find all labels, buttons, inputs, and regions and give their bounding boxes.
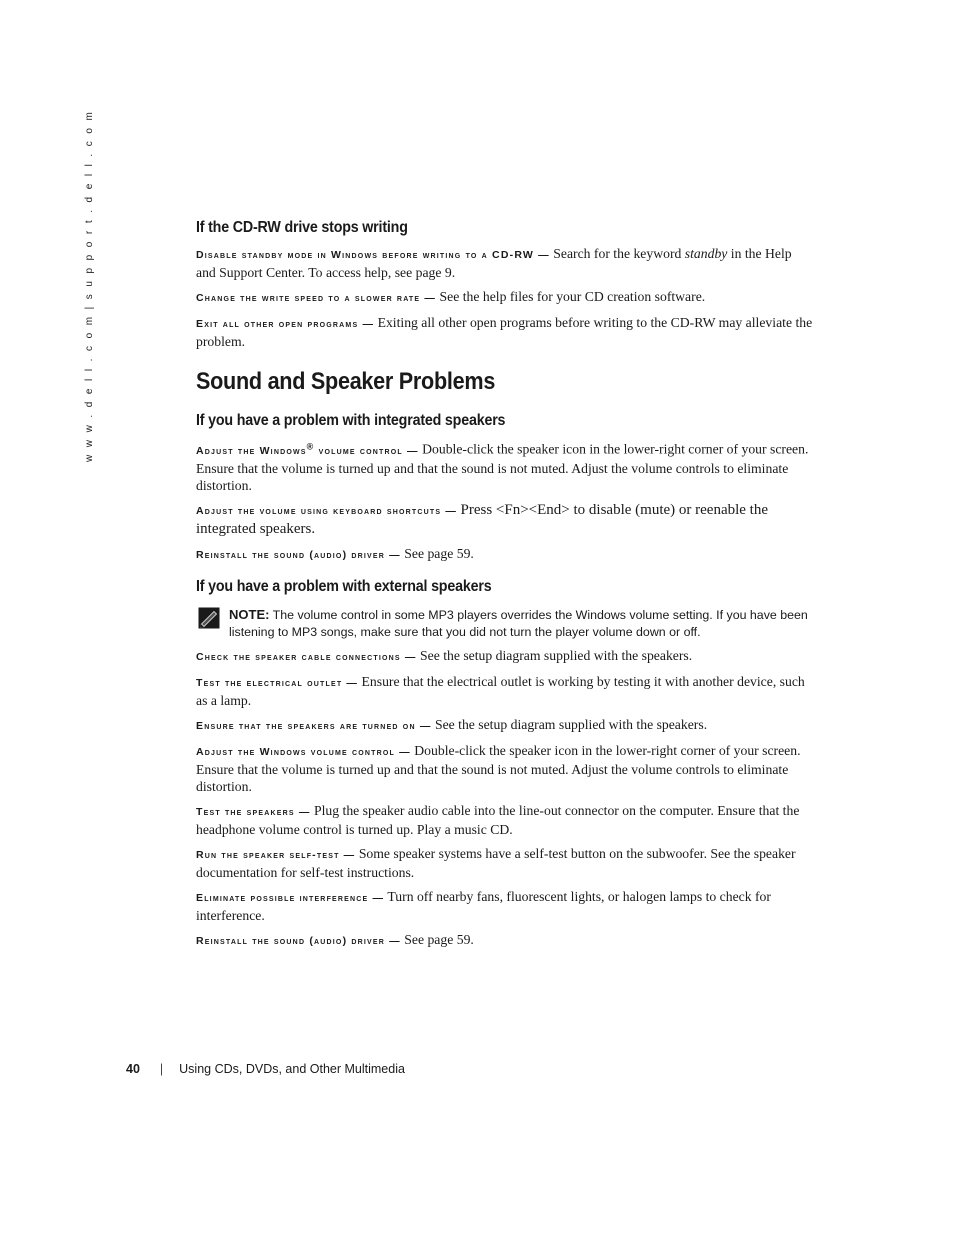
entry-term xyxy=(196,441,419,457)
page-footer xyxy=(126,1062,405,1076)
entry-text: Plug the speaker audio cable into the line-out connector on the computer. Ensure that the headphone volume control is turned up. Play a music CD. xyxy=(196,802,800,837)
entry-text: Search for the keyword xyxy=(553,246,685,261)
entry-test-outlet xyxy=(196,673,814,709)
entry-text: Double-click the speaker icon in the lower-right corner of your screen. Ensure that the volume is turned up and that the sound is not muted. Adjust the volume controls to eliminate distortion. xyxy=(196,742,801,794)
entry-term: Eliminate possible interference — xyxy=(196,891,385,904)
entry-text: in the Help and Support Center. To access help, see page 9. xyxy=(196,246,792,280)
entry-term: Change the write speed to a slower rate — xyxy=(196,292,437,304)
entry-text: See the help files for your CD creation software. xyxy=(439,289,706,304)
entry-keyboard-shortcuts xyxy=(196,501,814,538)
entry-text: See page 59. xyxy=(404,545,474,561)
entry-term: Disable standby mode in Windows before writing to a CD-RW — xyxy=(196,249,550,261)
entry-text: Exiting all other open programs before writing to the CD-RW may alleviate the problem. xyxy=(196,315,813,349)
entry-term: Test the electrical outlet — xyxy=(196,676,359,689)
page-number: 40 xyxy=(126,1062,140,1076)
footer-separator: | xyxy=(159,1062,164,1076)
entry-write-speed xyxy=(196,288,814,307)
note-text: The volume control in some MP3 players overrides the Windows volume setting. If you have been listening to MP3 songs, make sure that you did not turn the player volume down or off. xyxy=(229,607,808,639)
entry-check-cable xyxy=(196,647,814,666)
entry-reinstall-driver-2 xyxy=(196,931,814,950)
entry-interference xyxy=(196,888,814,924)
entry-term-b: volume control — xyxy=(314,444,419,457)
entry-text: Ensure that the electrical outlet is working by testing it with another device, such as a lamp. xyxy=(196,673,805,708)
entry-self-test xyxy=(196,845,814,881)
entry-disable-standby xyxy=(196,245,814,281)
note-pencil-icon xyxy=(198,607,220,629)
entry-adjust-windows-volume xyxy=(196,438,814,494)
page-content xyxy=(196,219,814,957)
entry-keyword: standby xyxy=(684,246,728,261)
entry-test-speakers xyxy=(196,802,814,838)
entry-speakers-on xyxy=(196,716,814,735)
main-heading: Sound and Speaker Problems xyxy=(196,368,496,395)
entry-term-a: Adjust the Windows xyxy=(196,444,307,457)
chapter-title: Using CDs, DVDs, and Other Multimedia xyxy=(179,1062,405,1076)
note-box xyxy=(196,606,814,641)
entry-text: See the setup diagram supplied with the speakers. xyxy=(420,647,693,663)
entry-term: Ensure that the speakers are turned on — xyxy=(196,719,432,732)
entry-term: Test the speakers — xyxy=(196,805,311,818)
entry-text: See the setup diagram supplied with the speakers. xyxy=(434,716,708,732)
entry-text: Turn off nearby fans, fluorescent lights, or halogen lamps to check for interference. xyxy=(196,888,771,923)
entry-term: Adjust the volume using keyboard shortcuts — xyxy=(196,504,458,517)
section-heading-integrated: If you have a problem with integrated speakers xyxy=(196,412,506,429)
side-url: w w w . d e l l . c o m | s u p p o r t . d e l l . c o m xyxy=(84,109,95,462)
entry-exit-programs xyxy=(196,314,814,350)
entry-term: Reinstall the sound (audio) driver — xyxy=(196,548,401,561)
entry-text: Double-click the speaker icon in the lower-right corner of your screen. Ensure that the volume is turned up and that the sound is not muted. Adjust the volume controls to eliminate distortion. xyxy=(196,441,809,493)
registered-mark: ® xyxy=(306,441,315,451)
entry-term: Reinstall the sound (audio) driver — xyxy=(196,934,401,947)
entry-term: Run the speaker self-test — xyxy=(196,848,356,861)
entry-term: Adjust the Windows volume control — xyxy=(196,745,411,758)
entry-term: Exit all other open programs — xyxy=(196,318,375,330)
entry-text: Some speaker systems have a self-test button on the subwoofer. See the speaker documentation for self-test instructions. xyxy=(196,845,796,880)
entry-term: Check the speaker cable connections — xyxy=(196,650,417,663)
section-heading-external: If you have a problem with external speakers xyxy=(196,577,492,595)
section-heading-cdrw: If the CD-RW drive stops writing xyxy=(196,219,408,236)
entry-text: Press <Fn><End> to disable (mute) or reenable the integrated speakers. xyxy=(196,501,768,537)
entry-adjust-volume xyxy=(196,742,814,795)
entry-text: See page 59. xyxy=(404,931,474,947)
entry-reinstall-driver xyxy=(196,545,814,564)
note-label: NOTE: xyxy=(229,606,270,622)
